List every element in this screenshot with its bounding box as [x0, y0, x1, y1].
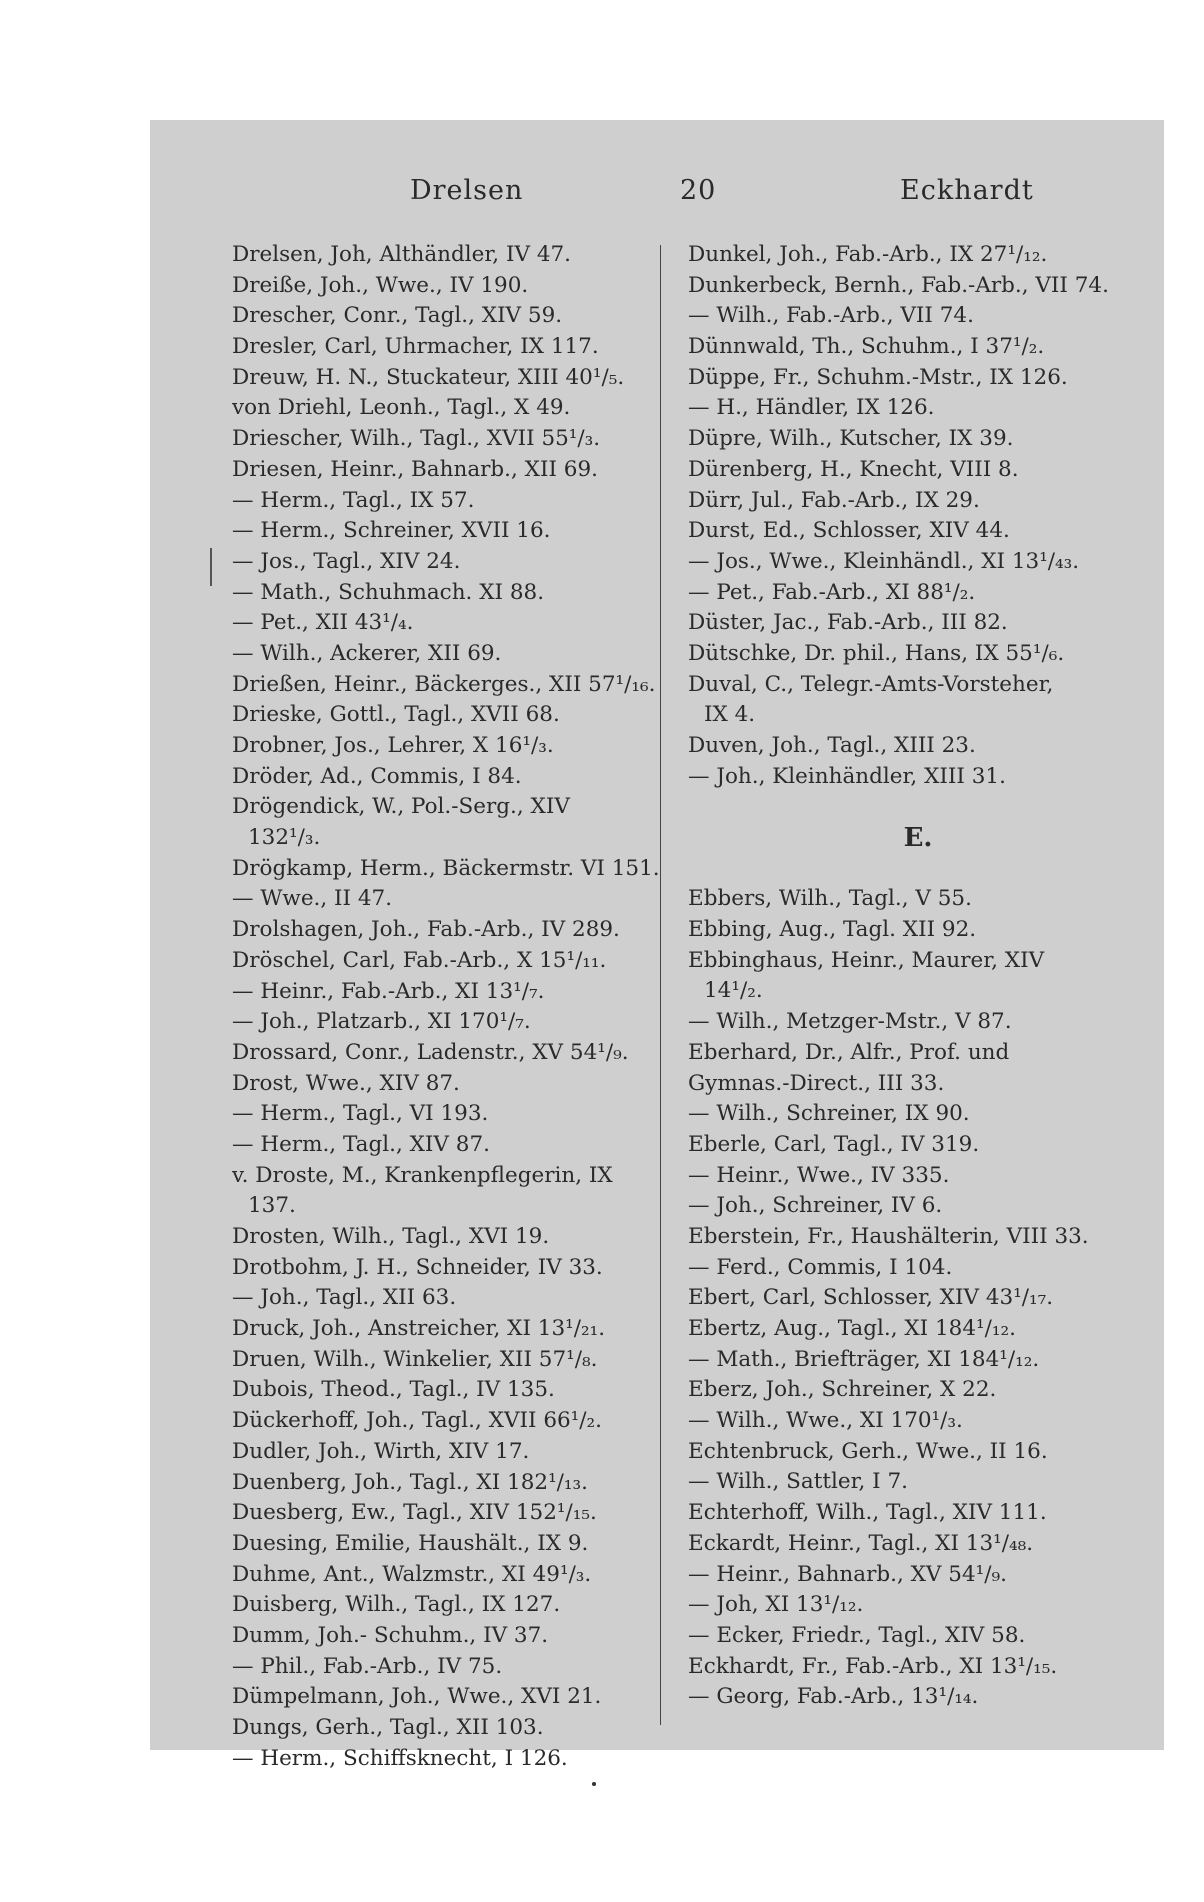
- directory-entry: Drescher, Conr., Tagl., XIV 59.: [232, 303, 563, 329]
- directory-entry: Duesing, Emilie, Haushält., IX 9.: [232, 1530, 589, 1556]
- directory-entry: — Wilh., Ackerer, XII 69.: [232, 640, 502, 666]
- directory-entry: — Georg, Fab.-Arb., 13¹/₁₄.: [688, 1684, 979, 1710]
- directory-entry: — Joh, XI 13¹/₁₂.: [688, 1592, 864, 1618]
- directory-entry: — Heinr., Fab.-Arb., XI 13¹/₇.: [232, 978, 545, 1004]
- directory-entry: Ebertz, Aug., Tagl., XI 184¹/₁₂.: [688, 1316, 1016, 1341]
- directory-entry: Dreuw, H. N., Stuckateur, XIII 40¹/₅.: [232, 364, 625, 390]
- directory-entry: — Math., Briefträger, XI 184¹/₁₂.: [688, 1346, 1040, 1372]
- directory-entry: Drolshagen, Joh., Fab.-Arb., IV 289.: [232, 917, 620, 943]
- right-column-e-entries: [688, 884, 1148, 1713]
- directory-entry: Dückerhoff, Joh., Tagl., XVII 66¹/₂.: [232, 1408, 602, 1434]
- directory-entry: Driescher, Wilh., Tagl., XVII 55¹/₃.: [232, 426, 601, 452]
- directory-entry: — Math., Schuhmach. XI 88.: [232, 579, 545, 605]
- directory-entry: Duval, C., Telegr.-Amts-Vorsteher,: [688, 671, 1054, 697]
- directory-entry: — Heinr., Bahnarb., XV 54¹/₉.: [688, 1561, 1007, 1587]
- directory-entry: Düpre, Wilh., Kutscher, IX 39.: [688, 426, 1014, 452]
- directory-entry: — Herm., Tagl., IX 57.: [232, 487, 475, 513]
- directory-entry: Driesen, Heinr., Bahnarb., XII 69.: [232, 456, 598, 482]
- directory-entry: Drost, Wwe., XIV 87.: [232, 1070, 460, 1096]
- directory-entry: Gymnas.-Direct., III 33.: [688, 1070, 945, 1096]
- directory-entry: Drosten, Wilh., Tagl., XVI 19.: [232, 1224, 550, 1249]
- directory-entry: Dütschke, Dr. phil., Hans, IX 55¹/₆.: [688, 640, 1065, 666]
- directory-entry: 137.: [248, 1193, 296, 1219]
- directory-entry: Durst, Ed., Schlosser, XIV 44.: [688, 518, 1010, 544]
- directory-entry: Duhme, Ant., Walzmstr., XI 49¹/₃.: [232, 1561, 592, 1587]
- directory-entry: Dungs, Gerh., Tagl., XII 103.: [232, 1715, 544, 1740]
- directory-entry: — Joh., Kleinhändler, XIII 31.: [688, 763, 1006, 789]
- directory-entry: Dresler, Carl, Uhrmacher, IX 117.: [232, 334, 599, 360]
- directory-entry: Drögendick, W., Pol.-Serg., XIV: [232, 794, 570, 820]
- directory-entry: — Joh., Schreiner, IV 6.: [688, 1193, 943, 1219]
- directory-entry: — Wwe., II 47.: [232, 886, 393, 912]
- directory-entry: Eberhard, Dr., Alfr., Prof. und: [688, 1039, 1010, 1065]
- directory-entry: Duenberg, Joh., Tagl., XI 182¹/₁₃.: [232, 1469, 588, 1495]
- directory-entry: Eberz, Joh., Schreiner, X 22.: [688, 1377, 997, 1403]
- directory-entry: — Wilh., Sattler, I 7.: [688, 1469, 909, 1495]
- directory-entry: Dumm, Joh.- Schuhm., IV 37.: [232, 1622, 549, 1648]
- directory-entry: Drieske, Gottl., Tagl., XVII 68.: [232, 702, 560, 728]
- directory-entry: IX 4.: [704, 702, 756, 728]
- directory-entry: Duesberg, Ew., Tagl., XIV 152¹/₁₅.: [232, 1500, 597, 1526]
- directory-entry: Drossard, Conr., Ladenstr., XV 54¹/₉.: [232, 1039, 629, 1065]
- directory-entry: Dürr, Jul., Fab.-Arb., IX 29.: [688, 487, 980, 513]
- directory-entry: Drießen, Heinr., Bäckerges., XII 57¹/₁₆.: [232, 671, 656, 697]
- directory-entry: Dümpelmann, Joh., Wwe., XVI 21.: [232, 1684, 602, 1710]
- directory-entry: Duven, Joh., Tagl., XIII 23.: [688, 733, 976, 758]
- directory-entry: — Ferd., Commis, I 104.: [688, 1254, 953, 1280]
- directory-entry: Dudler, Joh., Wirth, XIV 17.: [232, 1438, 530, 1464]
- directory-entry: Dunkerbeck, Bernh., Fab.-Arb., VII 74.: [688, 272, 1109, 298]
- directory-entry: Ebbers, Wilh., Tagl., V 55.: [688, 886, 972, 912]
- directory-entry: Dröder, Ad., Commis, I 84.: [232, 763, 522, 789]
- directory-entry: Ebbing, Aug., Tagl. XII 92.: [688, 917, 977, 943]
- margin-mark: [210, 548, 212, 586]
- directory-entry: — Joh., Tagl., XII 63.: [232, 1285, 457, 1311]
- directory-entry: Drelsen, Joh, Althändler, IV 47.: [232, 242, 572, 267]
- left-column: [232, 240, 662, 1774]
- header-first-entry: Drelsen: [410, 175, 524, 206]
- directory-entry: — Jos., Wwe., Kleinhändl., XI 13¹/₄₃.: [688, 548, 1080, 574]
- directory-entry: v. Droste, M., Krankenpflegerin, IX: [232, 1162, 613, 1188]
- section-letter-e: E.: [903, 823, 933, 854]
- directory-entry: — Herm., Schiffsknecht, I 126.: [232, 1745, 568, 1771]
- directory-entry: Eberle, Carl, Tagl., IV 319.: [688, 1131, 980, 1157]
- header-last-entry: Eckhardt: [900, 175, 1034, 206]
- directory-entry: von Driehl, Leonh., Tagl., X 49.: [232, 395, 571, 421]
- directory-entry: — Ecker, Friedr., Tagl., XIV 58.: [688, 1622, 1026, 1648]
- directory-entry: Dröschel, Carl, Fab.-Arb., X 15¹/₁₁.: [232, 947, 607, 973]
- directory-entry: — H., Händler, IX 126.: [688, 395, 935, 421]
- directory-entry: — Joh., Platzarb., XI 170¹/₇.: [232, 1009, 531, 1035]
- directory-entry: Drobner, Jos., Lehrer, X 16¹/₃.: [232, 733, 554, 758]
- directory-entry: Dubois, Theod., Tagl., IV 135.: [232, 1377, 555, 1403]
- directory-entry: Eckhardt, Fr., Fab.-Arb., XI 13¹/₁₅.: [688, 1653, 1058, 1679]
- directory-entry: Echtenbruck, Gerh., Wwe., II 16.: [688, 1438, 1048, 1464]
- directory-entry: — Pet., Fab.-Arb., XI 88¹/₂.: [688, 579, 976, 605]
- directory-entry: Echterhoff, Wilh., Tagl., XIV 111.: [688, 1500, 1047, 1526]
- directory-entry: 14¹/₂.: [704, 978, 763, 1004]
- directory-entry: Eckardt, Heinr., Tagl., XI 13¹/₄₈.: [688, 1530, 1034, 1556]
- directory-entry: Düster, Jac., Fab.-Arb., III 82.: [688, 610, 1008, 636]
- page-number: 20: [680, 175, 717, 206]
- directory-entry: — Herm., Schreiner, XVII 16.: [232, 518, 551, 544]
- page-dot: [592, 1782, 596, 1786]
- directory-entry: — Wilh., Wwe., XI 170¹/₃.: [688, 1408, 963, 1434]
- directory-entry: — Phil., Fab.-Arb., IV 75.: [232, 1653, 503, 1679]
- directory-entry: — Pet., XII 43¹/₄.: [232, 610, 414, 636]
- directory-entry: — Wilh., Fab.-Arb., VII 74.: [688, 303, 974, 329]
- directory-entry: — Herm., Tagl., XIV 87.: [232, 1131, 490, 1157]
- directory-entry: Ebbinghaus, Heinr., Maurer, XIV: [688, 947, 1045, 973]
- directory-entry: Eberstein, Fr., Haushälterin, VIII 33.: [688, 1223, 1089, 1249]
- directory-entry: Dürenberg, H., Knecht, VIII 8.: [688, 456, 1019, 482]
- directory-entry: Dünnwald, Th., Schuhm., I 37¹/₂.: [688, 334, 1045, 360]
- directory-entry: Druck, Joh., Anstreicher, XI 13¹/₂₁.: [232, 1316, 606, 1342]
- directory-entry: Ebert, Carl, Schlosser, XIV 43¹/₁₇.: [688, 1285, 1054, 1311]
- directory-entry: — Wilh., Metzger-Mstr., V 87.: [688, 1009, 1012, 1035]
- directory-entry: 132¹/₃.: [248, 825, 321, 851]
- directory-entry: Drögkamp, Herm., Bäckermstr. VI 151.: [232, 855, 660, 881]
- directory-entry: Duisberg, Wilh., Tagl., IX 127.: [232, 1592, 561, 1618]
- directory-entry: Düppe, Fr., Schuhm.-Mstr., IX 126.: [688, 364, 1068, 390]
- directory-entry: Dreiße, Joh., Wwe., IV 190.: [232, 272, 529, 298]
- directory-entry: Drotbohm, J. H., Schneider, IV 33.: [232, 1254, 603, 1280]
- running-header: [150, 175, 1164, 215]
- directory-entry: — Herm., Tagl., VI 193.: [232, 1101, 489, 1127]
- directory-entry: — Wilh., Schreiner, IX 90.: [688, 1101, 970, 1127]
- directory-entry: — Jos., Tagl., XIV 24.: [232, 548, 461, 574]
- directory-entry: Druen, Wilh., Winkelier, XII 57¹/₈.: [232, 1346, 598, 1372]
- right-column-d-entries: [688, 240, 1148, 792]
- directory-entry: Dunkel, Joh., Fab.-Arb., IX 27¹/₁₂.: [688, 242, 1048, 267]
- right-column: [688, 240, 1148, 1713]
- directory-entry: — Heinr., Wwe., IV 335.: [688, 1162, 950, 1188]
